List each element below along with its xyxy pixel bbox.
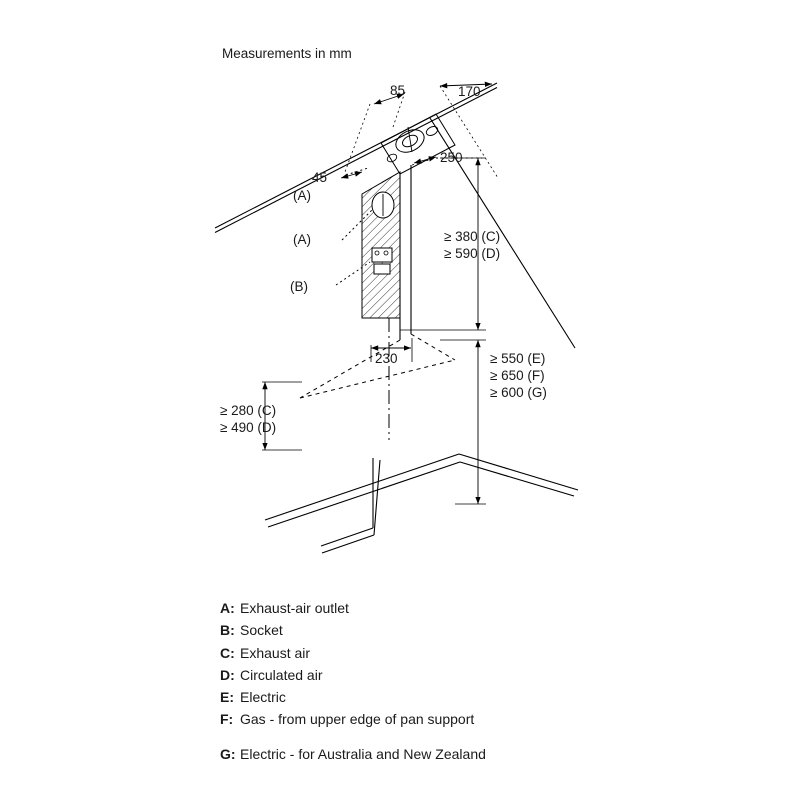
legend <box>220 598 486 766</box>
label-a-mid: (A) <box>293 232 311 247</box>
legend-item <box>220 665 486 685</box>
dim-650-f: ≥ 650 (F) <box>490 368 545 383</box>
legend-key: D: <box>220 666 235 683</box>
dim-600-g: ≥ 600 (G) <box>490 385 547 400</box>
legend-key: A: <box>220 600 235 616</box>
dim-380-c: ≥ 380 (C) <box>444 229 501 244</box>
dim-280-c: ≥ 280 (C) <box>220 403 277 418</box>
legend-key: B: <box>220 622 235 639</box>
legend-text: Circulated air <box>240 666 323 683</box>
legend-key: E: <box>220 689 234 706</box>
legend-text: Exhaust air <box>240 644 311 661</box>
dim-590-d: ≥ 590 (D) <box>444 246 501 261</box>
legend-text: Exhaust-air outlet <box>240 600 349 616</box>
legend-item <box>220 620 486 640</box>
legend-text: Gas - from upper edge of pan support <box>240 711 475 728</box>
legend-spacer <box>220 732 486 744</box>
dim-550-e: ≥ 550 (E) <box>490 351 546 366</box>
legend-item <box>220 709 486 729</box>
legend-text: Electric <box>240 689 286 706</box>
legend-item <box>220 687 486 707</box>
dim-45: 45 <box>312 170 328 185</box>
label-b-socket: (B) <box>290 279 308 294</box>
legend-item <box>220 643 486 663</box>
legend-item <box>220 598 486 618</box>
dim-170: 170 <box>458 84 481 99</box>
legend-text: Electric - for Australia and New Zealand <box>240 745 486 762</box>
legend-key: F: <box>220 711 234 728</box>
label-a-top: (A) <box>293 188 311 203</box>
dim-230: 230 <box>375 351 398 366</box>
dim-490-d: ≥ 490 (D) <box>220 420 277 435</box>
legend-item <box>220 744 486 764</box>
legend-text: Socket <box>240 622 283 639</box>
dim-85: 85 <box>390 83 406 98</box>
legend-key: G: <box>220 745 236 762</box>
page-title: Measurements in mm <box>222 46 352 61</box>
dim-250: 250 <box>440 150 463 165</box>
legend-key: C: <box>220 644 235 661</box>
